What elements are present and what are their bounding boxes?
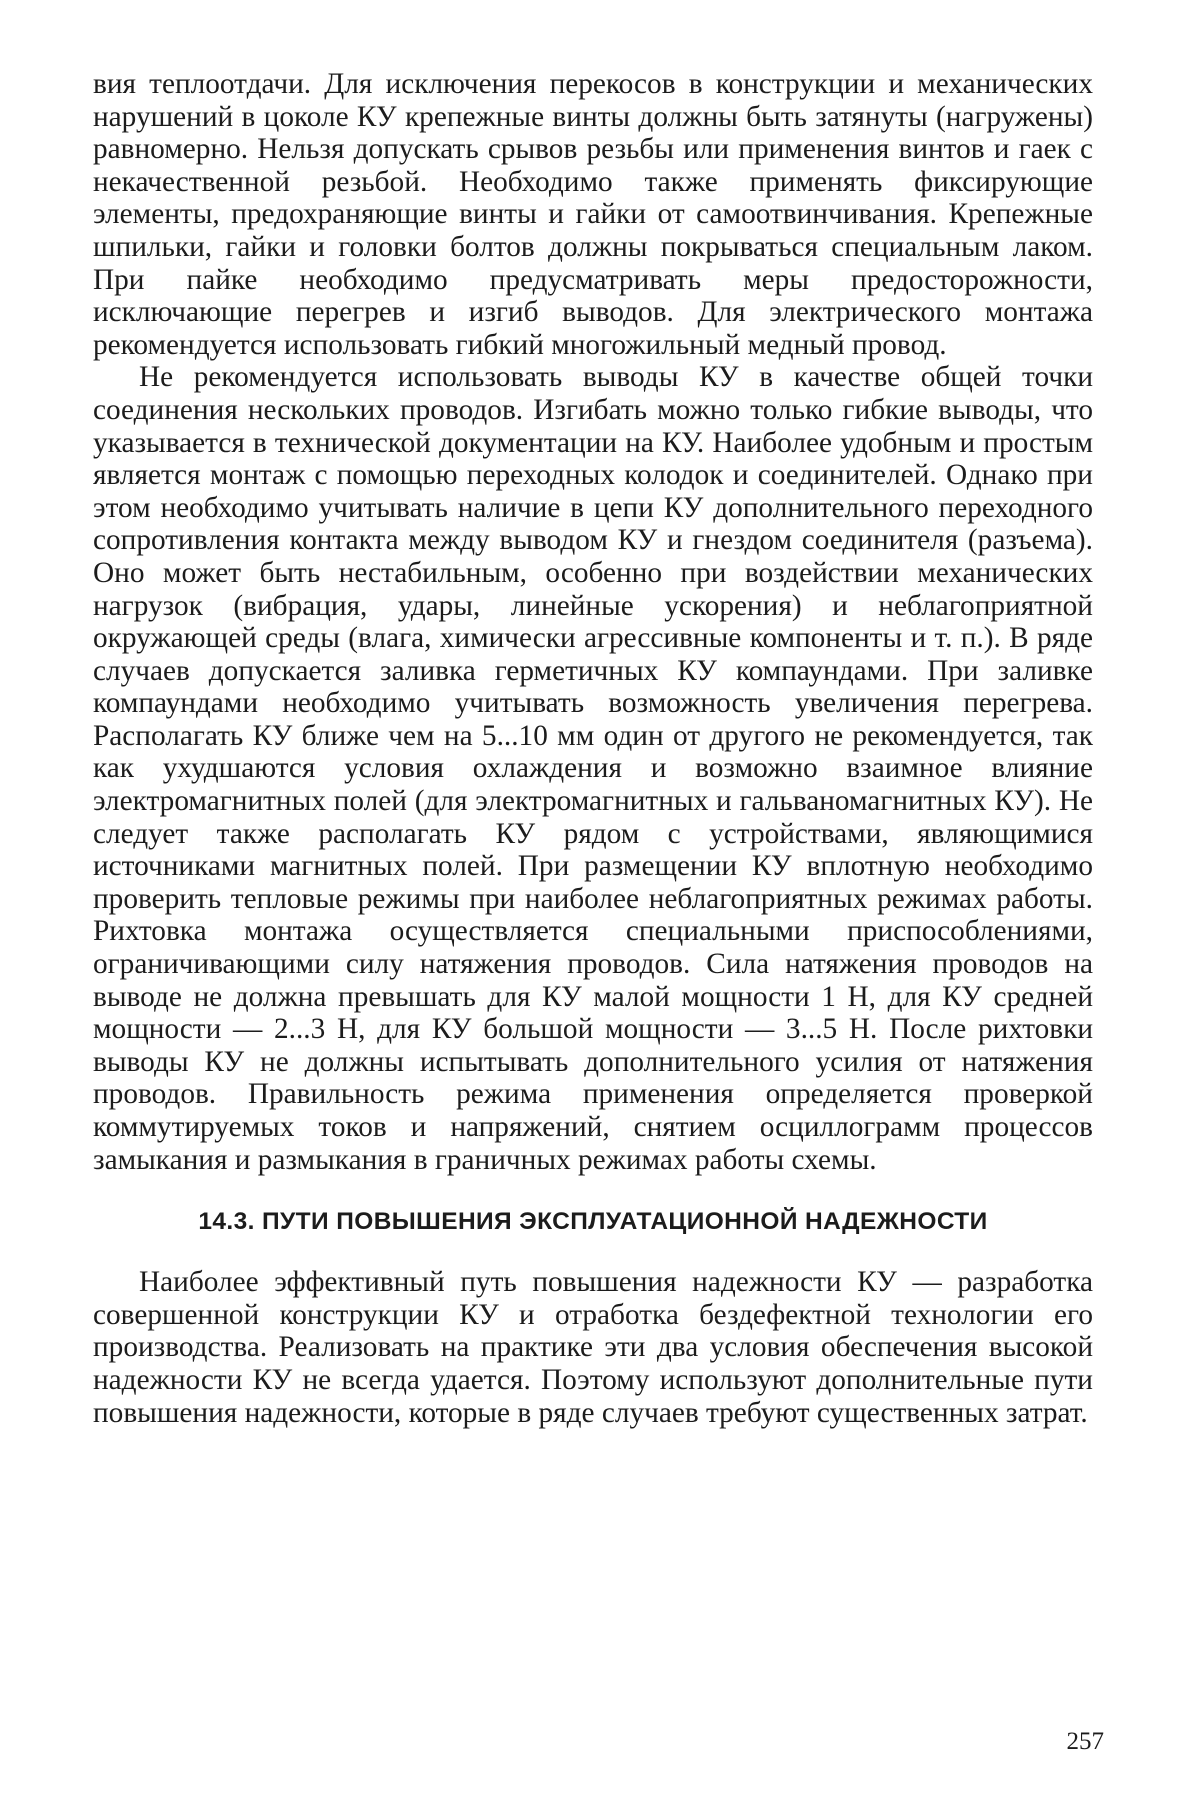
paragraph-mounting-recommendations: Не рекомендуется использовать выводы КУ в качестве общей точки соединения нескольких проводов. Изгибать можно только гибкие выводы, что указывается в технической документации на КУ. Наиболее удобным и простым является монтаж с помощью переходных колодок и соединителей. Однако при этом необходимо учитывать наличие в цепи КУ дополнительного переходного сопротивления контакта между выводом КУ и гнездом соединителя (разъема). Оно может быть нестабильным, особенно при воздействии механических нагрузок (вибрация, удары, линейные ускорения) и неблагоприятной окружающей среды (влага, химически агрессивные компоненты и т. п.). В ряде случаев допускается заливка герметичных КУ компаундами. При заливке компаундами необходимо учитывать возможность увеличения перегрева. Располагать КУ ближе чем на 5...10 мм один от другого не рекомендуется, так как ухудшаются условия охлаждения и возможно взаимное влияние электромагнитных полей (для электромагнитных и гальваномагнитных КУ). Не следует также располагать КУ рядом с устройствами, являющимися источниками магнитных полей. При размещении КУ вплотную необходимо проверить тепловые режимы при наиболее неблагоприятных режимах работы. Рихтовка монтажа осуществляется специальными приспособлениями, ограничивающими силу натяжения проводов. Сила натяжения проводов на выводе не должна превышать для КУ малой мощности 1 Н, для КУ средней мощности — 2...3 Н, для КУ большой мощности — 3...5 Н. После рихтовки выводы КУ не должны испытывать дополнительного усилия от натяжения проводов. Правильность режима применения определяется проверкой коммутируемых токов и напряжений, снятием осциллограмм процессов замыкания и размыкания в граничных режимах работы схемы. — [93, 361, 1093, 1176]
paragraph-continued: вия теплоотдачи. Для исключения перекосов в конструкции и механических нарушений в цоколе КУ крепежные винты должны быть затянуты (нагружены) равномерно. Нельзя допускать срывов резьбы или применения винтов и гаек с некачественной резьбой. Необходимо также применять фиксирующие элементы, предохраняющие винты и гайки от самоотвинчивания. Крепежные шпильки, гайки и головки болтов должны покрываться специальным лаком. При пайке необходимо предусматривать меры предосторожности, исключающие перегрев и изгиб выводов. Для электрического монтажа рекомендуется использовать гибкий многожильный медный провод. — [93, 68, 1093, 361]
page-number: 257 — [1066, 1728, 1104, 1755]
paragraph-reliability: Наиболее эффективный путь повышения надежности КУ — разработка совершенной конструкции КУ и отработка бездефектной технологии его производства. Реализовать на практике эти два условия обеспечения высокой надежности КУ не всегда удается. Поэтому используют дополнительные пути повышения надежности, которые в ряде случаев требуют существенных затрат. — [93, 1266, 1093, 1429]
section-heading: 14.3. ПУТИ ПОВЫШЕНИЯ ЭКСПЛУАТАЦИОННОЙ НАДЕЖНОСТИ — [198, 1208, 988, 1236]
book-page — [93, 68, 1093, 1429]
